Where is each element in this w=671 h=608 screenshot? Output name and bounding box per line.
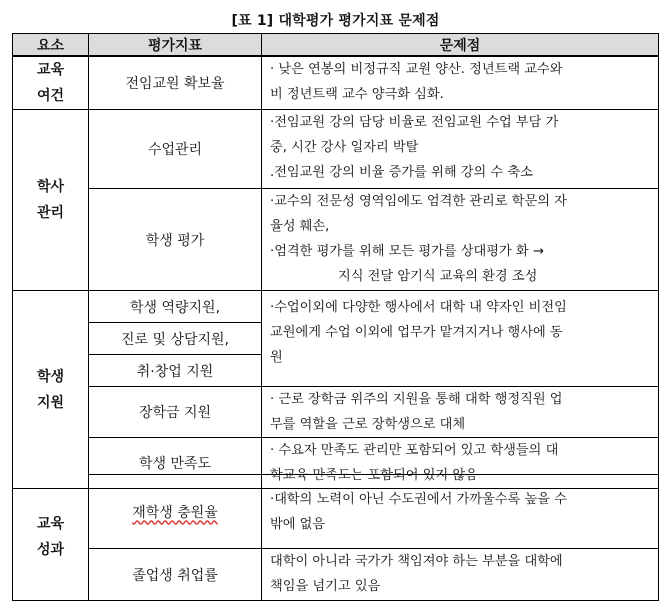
problem-line: 율성 훼손, (270, 219, 330, 234)
problem-line: 비 정년트랙 교수 양극화 심화. (270, 87, 444, 102)
indicator-cell: 졸업생 취업률 (89, 549, 262, 601)
indicator-cell (89, 475, 262, 549)
category-label-line: 지원 (36, 394, 65, 411)
header-row (13, 34, 659, 57)
problem-cell (262, 387, 659, 438)
problem-cell (262, 189, 659, 291)
category-cell (13, 291, 89, 489)
category-label-line: 교육 (36, 516, 65, 533)
header-problem: 문제점 (262, 34, 659, 57)
indicator-cell: 학생 평가 (89, 189, 262, 291)
table-row (13, 189, 659, 291)
problem-line: · 근로 장학금 위주의 지원을 통해 대학 행정직원 업 (270, 392, 563, 407)
problem-line: 책임을 넘기고 있음 (270, 579, 381, 594)
category-label-line: 학생 (36, 368, 65, 385)
problem-line: 중, 시간 강사 일자리 박탈 (270, 140, 419, 155)
indicator-cell: 취·창업 지원 (89, 355, 262, 387)
problem-line: ·전임교원 강의 담당 비율로 전임교원 수업 부담 가 (270, 115, 559, 130)
indicator-cell: 장학금 지원 (89, 387, 262, 438)
problem-cell (262, 56, 659, 110)
category-label-line: 교육 (36, 62, 65, 78)
category-label-line: 성과 (36, 542, 65, 559)
problem-cell (262, 475, 659, 549)
table-row (13, 56, 659, 110)
problem-line: ·수업이외에 다양한 행사에서 대학 내 약자인 비전임 (270, 300, 567, 315)
problem-line: · 수요자 만족도 관리만 포함되어 있고 학생들의 대 (270, 443, 559, 458)
category-cell (13, 56, 89, 110)
indicator-cell: 학생 역량지원, (89, 291, 262, 323)
category-cell (13, 110, 89, 291)
indicator-label: 재학생 충원율 (132, 504, 218, 521)
indicator-cell: 수업관리 (89, 110, 262, 189)
table-row (13, 475, 659, 549)
header-category: 요소 (13, 34, 89, 57)
problem-line: 학교육 만족도는 포함되어 있지 않음 (270, 468, 478, 483)
problem-line: ·교수의 전문성 영역임에도 엄격한 관리로 학문의 자 (270, 194, 567, 209)
table-row (13, 291, 659, 323)
category-cell (13, 475, 89, 601)
problem-line: ·엄격한 평가를 위해 모든 평가를 상대평가 화 → (270, 244, 544, 259)
evaluation-table-continued (12, 474, 659, 601)
problem-line: .전임교원 강의 비율 증가를 위해 강의 수 축소 (270, 165, 533, 180)
category-label-line: 관리 (36, 205, 65, 221)
problem-line: 무를 역할을 근로 장학생으로 대체 (270, 417, 466, 432)
problem-line: 교원에게 수업 이외에 업무가 맡겨지거나 행사에 동 (270, 325, 563, 340)
table-row (13, 549, 659, 601)
indicator-cell: 전임교원 확보율 (89, 56, 262, 110)
problem-line: 지식 전달 암기식 교육의 환경 조성 (338, 269, 538, 284)
problem-line: 밖에 없음 (270, 517, 326, 532)
evaluation-table (12, 33, 659, 489)
problem-line: 대학이 아니라 국가가 책임져야 하는 부분을 대학에 (270, 554, 563, 569)
problem-line: ·대학의 노력이 아닌 수도권에서 가까울수록 높을 수 (270, 492, 567, 507)
indicator-cell: 진로 및 상담지원, (89, 323, 262, 355)
problem-line: 원 (270, 350, 283, 365)
header-indicator: 평가지표 (89, 34, 262, 57)
table-row (13, 110, 659, 189)
category-label-line: 여건 (36, 88, 65, 104)
problem-cell (262, 549, 659, 601)
problem-cell (262, 110, 659, 189)
table-caption: [표 1] 대학평가 평가지표 문제점 (231, 13, 440, 29)
problem-line: · 낮은 연봉의 비정규직 교원 양산. 정년트랙 교수와 (270, 62, 563, 77)
problem-cell (262, 291, 659, 387)
indicator-cell: 학생 만족도 (89, 438, 262, 489)
category-label-line: 학사 (36, 179, 65, 195)
table-row (13, 387, 659, 438)
